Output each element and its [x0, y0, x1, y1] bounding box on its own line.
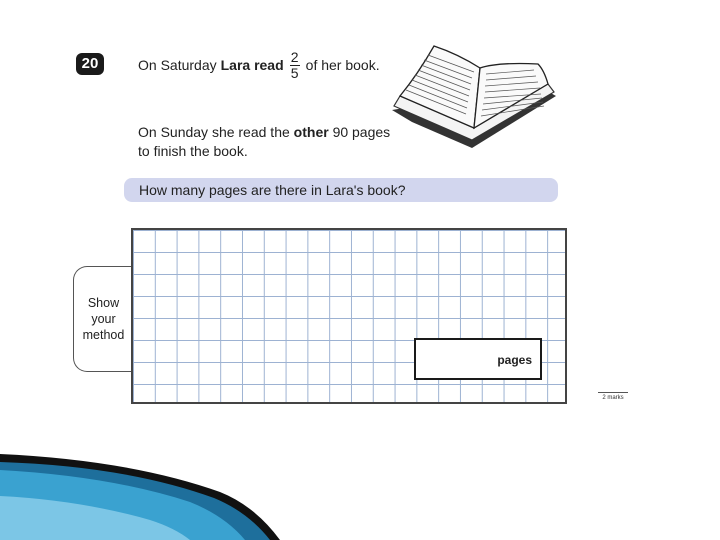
question-line-1 — [138, 45, 380, 85]
method-line-2: your — [91, 312, 116, 326]
show-method-tab — [73, 266, 133, 372]
question-number-badge: 20 — [76, 53, 104, 75]
line1-pre-text: On Saturday — [138, 57, 217, 73]
slide-corner-swoosh — [0, 440, 720, 540]
open-book-illustration — [388, 40, 560, 150]
question-prompt-band: How many pages are there in Lara's book? — [124, 178, 558, 202]
line2-pre-text: On Sunday she read the — [138, 124, 290, 140]
line1-name-text: Lara read — [220, 57, 284, 73]
line1-post-text: of her book. — [305, 57, 380, 73]
answer-box[interactable] — [414, 338, 542, 380]
fraction-denominator: 5 — [290, 64, 299, 81]
method-line-1: Show — [87, 296, 120, 310]
line2-post-text: 90 pages — [332, 124, 391, 140]
line3-text: to finish the book. — [138, 143, 248, 159]
answer-unit-label: pages — [497, 353, 532, 367]
method-line-3: method — [82, 328, 125, 342]
fraction — [290, 50, 300, 81]
fraction-numerator: 2 — [290, 48, 299, 65]
line2-bold-text: other — [293, 124, 329, 140]
marks-label: 2 marks — [598, 392, 628, 401]
question-line-2 — [138, 123, 390, 161]
